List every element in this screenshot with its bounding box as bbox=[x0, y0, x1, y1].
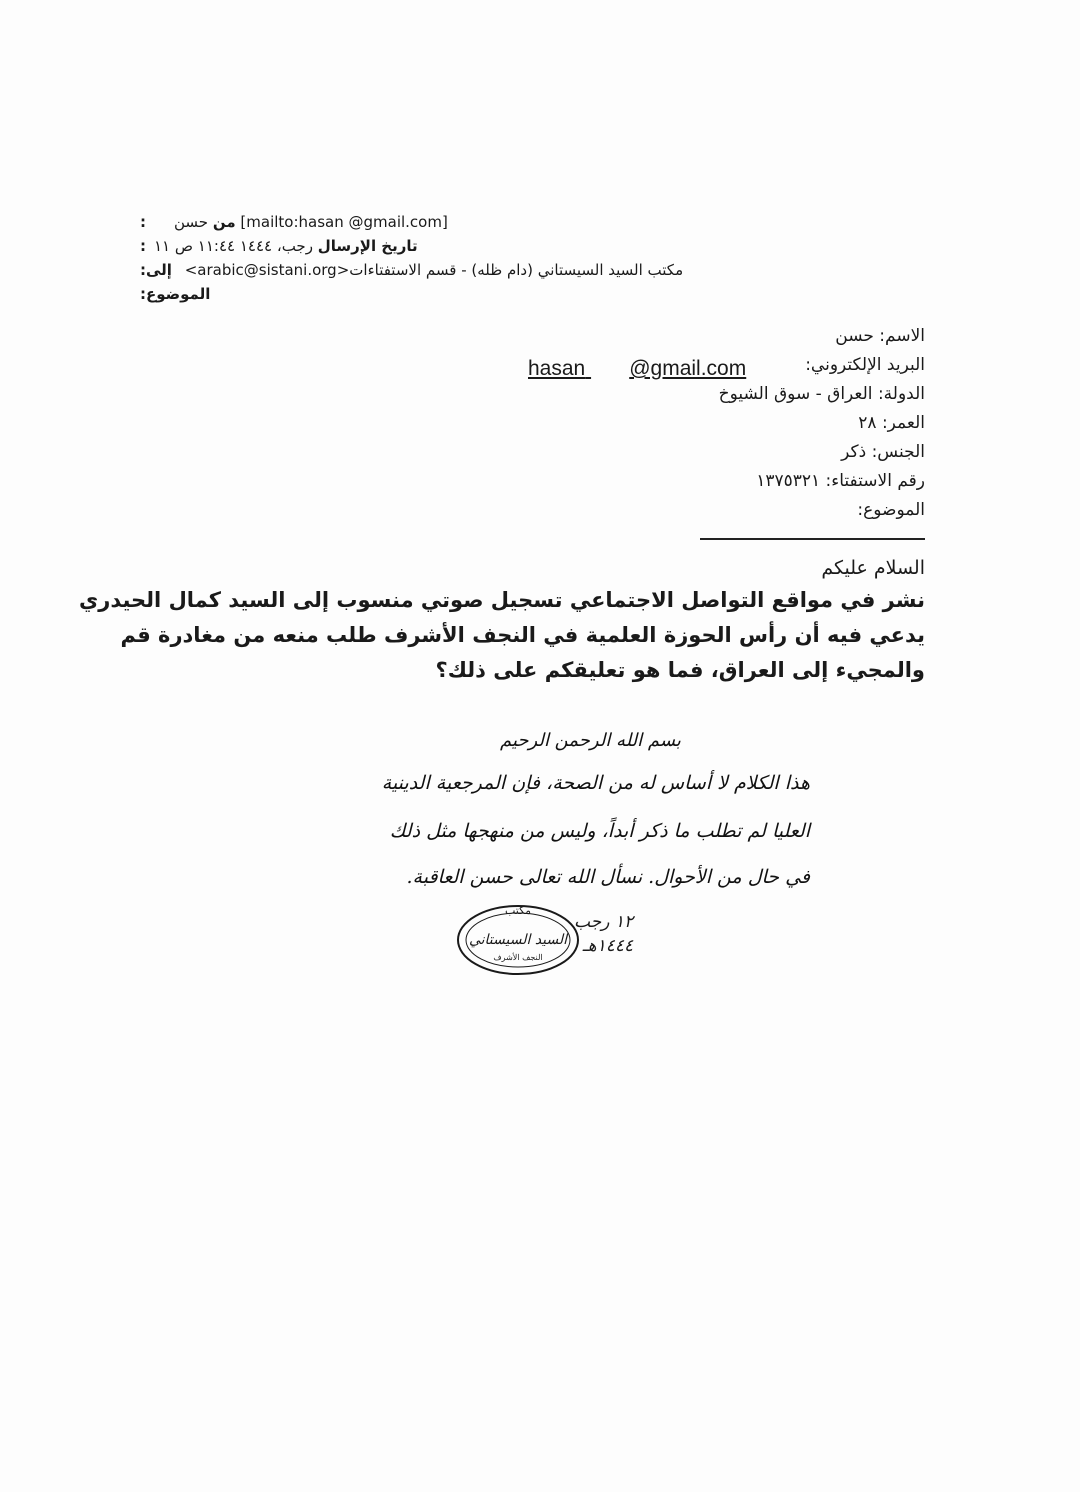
office-seal-stamp bbox=[454, 898, 582, 978]
answer-line: العليا لم تطلب ما ذكر أبداً، وليس من منهجها مثل ذلك bbox=[389, 820, 810, 842]
age-value: ٢٨ bbox=[858, 413, 877, 433]
subject-label: :الموضوع bbox=[140, 285, 211, 303]
subject-info-label: الموضوع: bbox=[857, 500, 925, 520]
answer-line: في حال من الأحوال. نسأل الله تعالى حسن العاقبة. bbox=[406, 866, 810, 888]
question-line: والمجيء إلى العراق، فما هو تعليقكم على ذلك؟ bbox=[435, 658, 925, 682]
date-label: :تاريخ الإرسال bbox=[140, 237, 418, 255]
subject-info-row bbox=[505, 496, 925, 525]
from-value: حسن [mailto:hasan @gmail.com] bbox=[174, 213, 448, 231]
email-redacted-gap bbox=[585, 357, 629, 381]
date-day-month: ١٢ رجب bbox=[574, 912, 634, 932]
date-year: ١٤٤٤هـ bbox=[582, 936, 634, 956]
from-row bbox=[140, 212, 448, 232]
basmala: بسم الله الرحمن الرحيم bbox=[500, 730, 681, 751]
from-label: :من bbox=[140, 213, 236, 231]
answer-date bbox=[574, 910, 633, 958]
question-body bbox=[79, 553, 925, 688]
greeting: السلام عليكم bbox=[821, 557, 925, 579]
email-value[interactable] bbox=[528, 357, 746, 381]
email-label: البريد الإلكتروني: bbox=[805, 355, 925, 375]
email-domain: @gmail.com bbox=[629, 357, 747, 380]
separator-line bbox=[700, 538, 925, 540]
email-user: hasan bbox=[528, 357, 586, 380]
question-line: نشر في مواقع التواصل الاجتماعي تسجيل صوتي منسوب إلى السيد كمال الحيدري bbox=[79, 588, 925, 612]
question-line: يدعي فيه أن رأس الحوزة العلمية في النجف الأشرف طلب منعه من مغادرة قم bbox=[120, 623, 925, 647]
gender-value: ذكر bbox=[841, 442, 867, 462]
to-row bbox=[140, 260, 683, 280]
to-value: <arabic@sistani.org>مكتب السيد السيستاني (دام ظله) - قسم الاستفتاءات bbox=[184, 261, 684, 279]
date-row bbox=[140, 236, 418, 256]
name-label: الاسم: bbox=[879, 326, 925, 346]
subject-row bbox=[140, 284, 210, 304]
age-label: العمر: bbox=[881, 413, 925, 433]
date-value: رجب، ١٤٤٤ ١١:٤٤ ص ١١ bbox=[154, 237, 313, 255]
country-value: العراق - سوق الشيوخ bbox=[718, 384, 873, 404]
fatwa-number-label: رقم الاستفتاء: bbox=[825, 471, 925, 491]
name-value: حسن bbox=[835, 326, 874, 346]
gender-row bbox=[505, 438, 925, 467]
name-row bbox=[505, 322, 925, 351]
seal-top-text: مكتب bbox=[504, 904, 532, 917]
answer-line: هذا الكلام لا أساس له من الصحة، فإن المرجعية الدينية bbox=[381, 772, 810, 794]
country-row bbox=[505, 380, 925, 409]
fatwa-number-row bbox=[505, 467, 925, 496]
seal-main-text: السيد السيستاني bbox=[468, 932, 568, 948]
country-label: الدولة: bbox=[877, 384, 925, 404]
fatwa-number-value: ١٣٧٥٣٢١ bbox=[756, 471, 821, 491]
question-info bbox=[505, 322, 925, 525]
to-label: :إلى bbox=[140, 261, 172, 279]
seal-bottom-text: النجف الأشرف bbox=[493, 953, 543, 962]
age-row bbox=[505, 409, 925, 438]
gender-label: الجنس: bbox=[871, 442, 925, 462]
